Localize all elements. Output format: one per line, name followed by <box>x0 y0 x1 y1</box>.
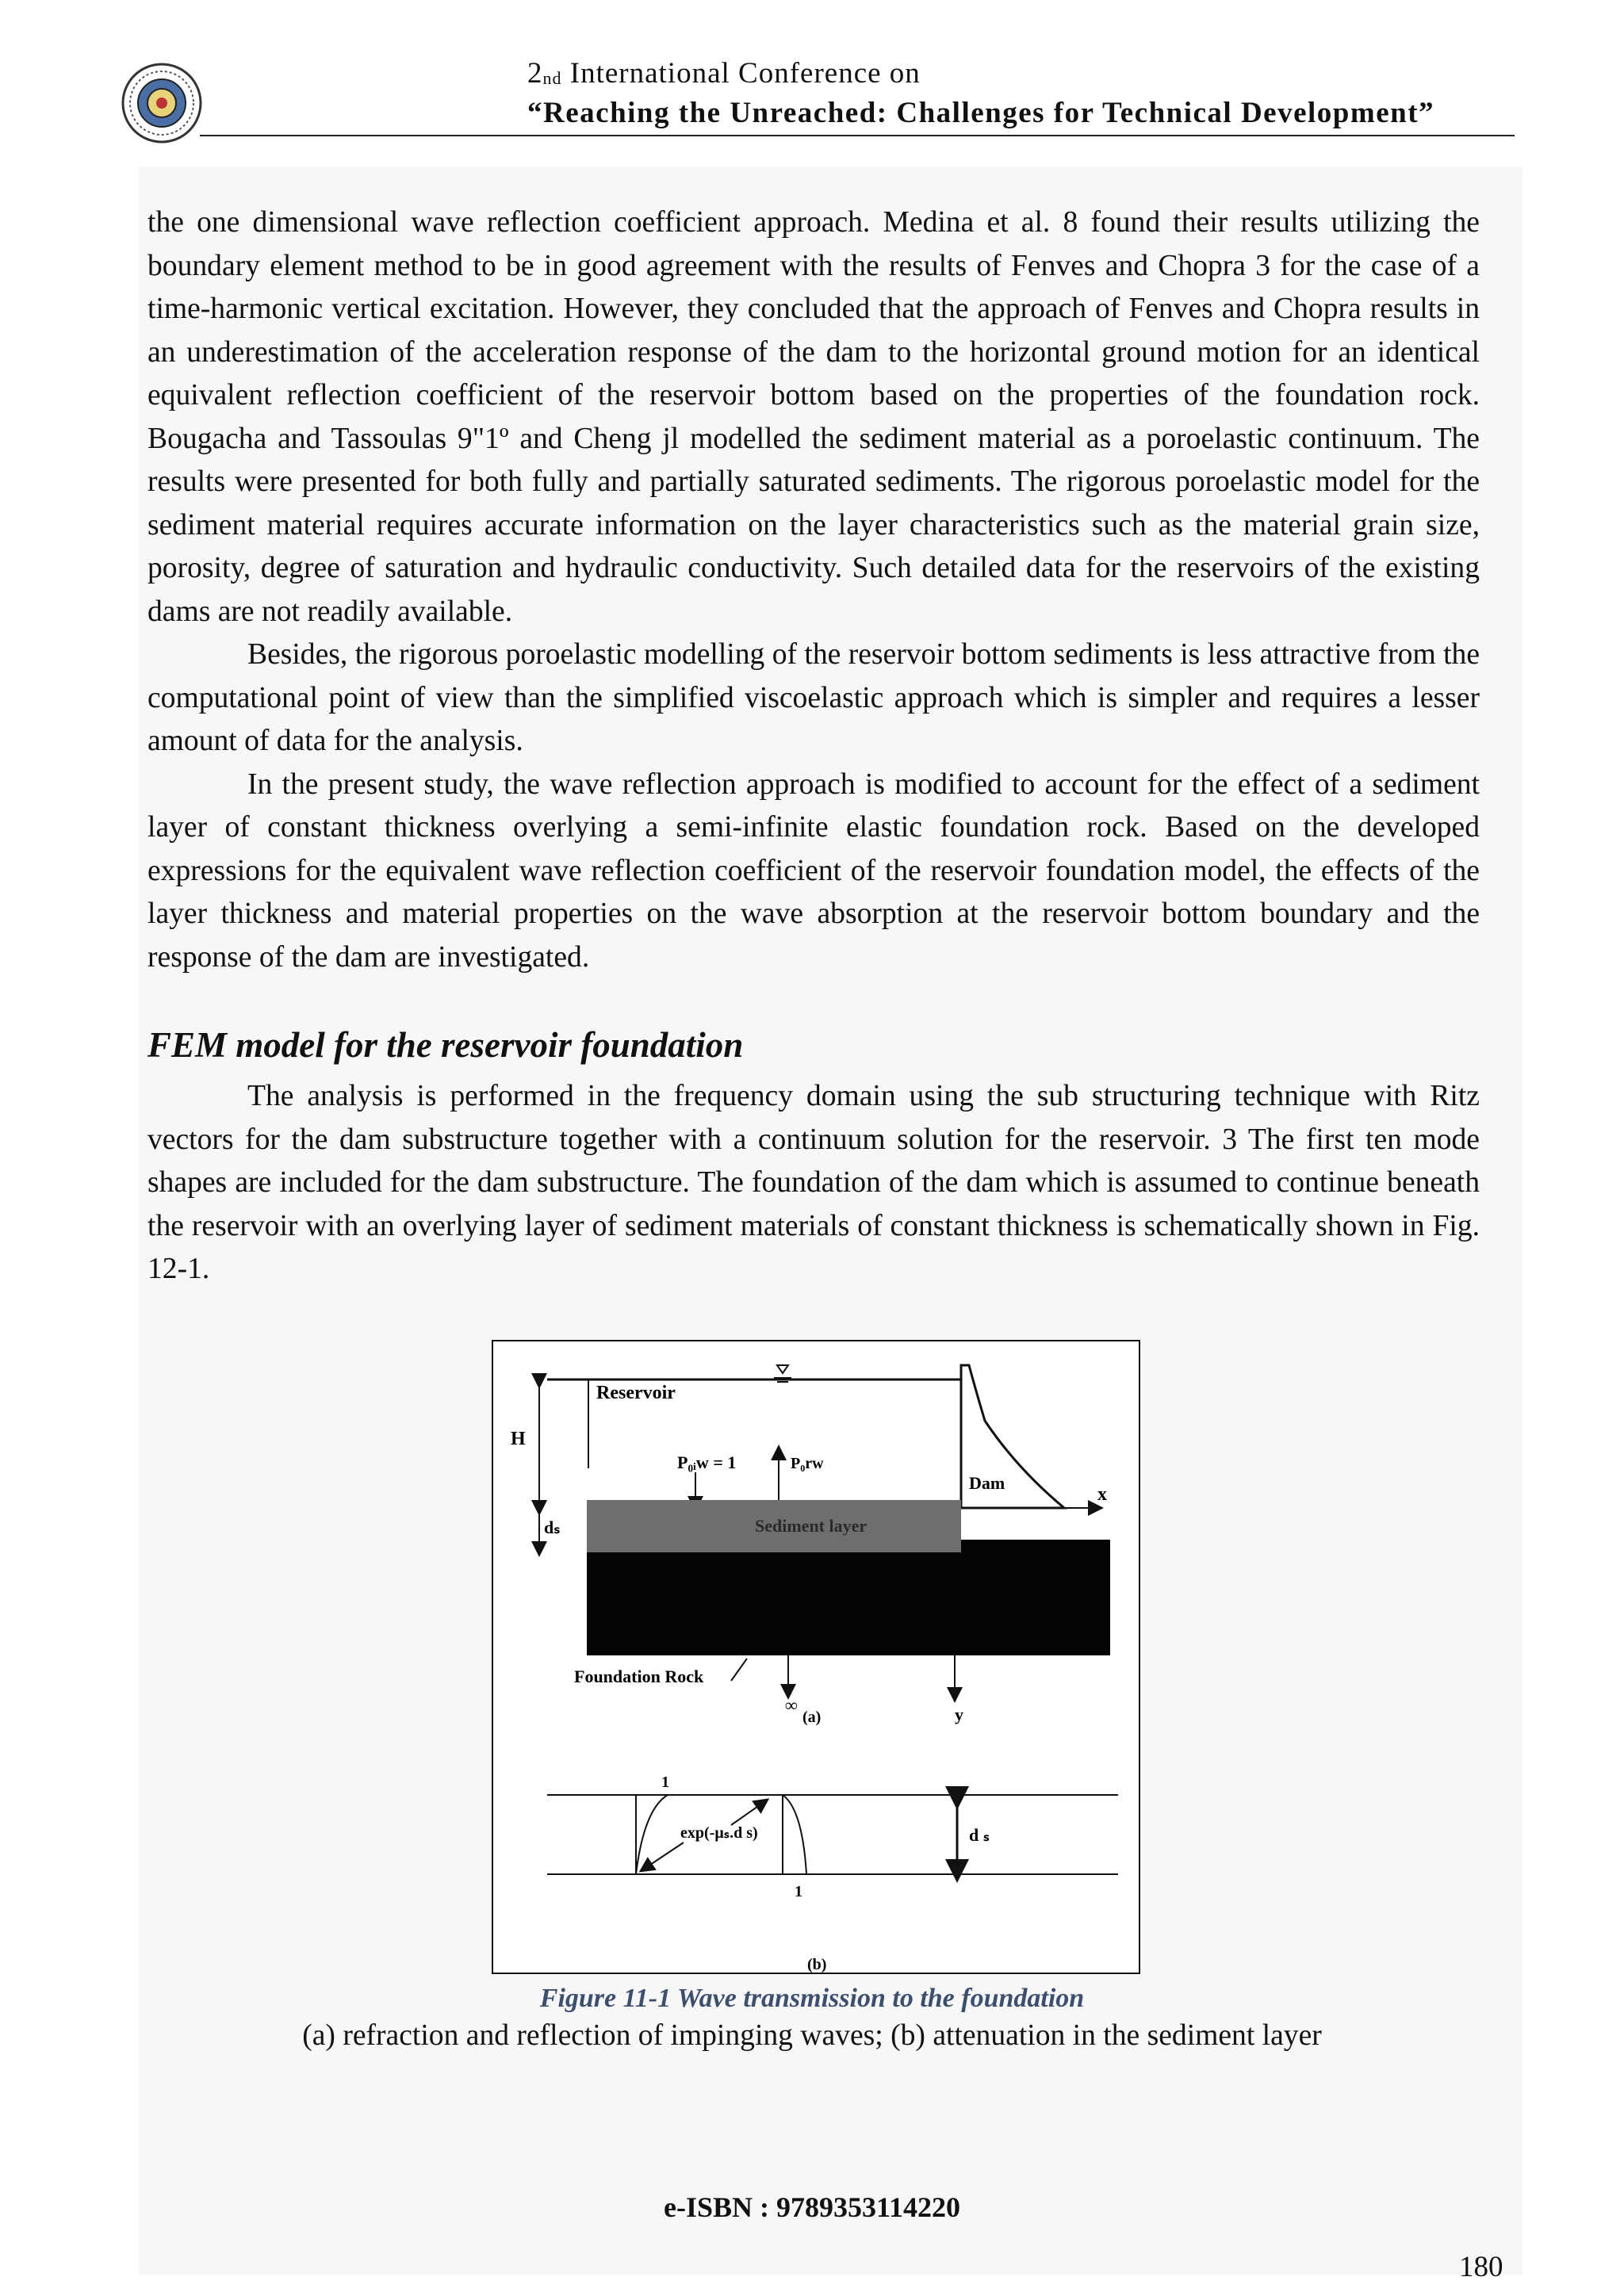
conference-logo-icon <box>121 62 203 144</box>
foundation-rock-label: Foundation Rock <box>574 1667 704 1686</box>
conference-theme: “Reaching the Unreached: Challenges for Technical Development” <box>527 97 1435 129</box>
panel-a-label: (a) <box>802 1709 822 1726</box>
figure-frame <box>492 1340 1140 1974</box>
isbn-footer: e-ISBN : 9789353114220 <box>663 2191 960 2223</box>
running-header <box>527 55 1519 132</box>
h-label: H <box>511 1429 526 1449</box>
x-axis-label: x <box>1097 1484 1107 1505</box>
ds-label-b: d ₛ <box>969 1825 990 1845</box>
figure-caption-subtitle: (a) refraction and reflection of impinging waves; (b) attenuation in the sediment layer <box>302 2019 1322 2052</box>
reflected-pressure-label: P₀rw <box>791 1455 824 1472</box>
figure-diagram <box>493 1341 1142 1976</box>
figure-caption-title: Figure 11-1 Wave transmission to the foundation <box>539 1984 1085 2013</box>
incident-pressure-label: P₀ᵢw = 1 <box>677 1452 737 1472</box>
paragraph: The analysis is performed in the frequency domain using the sub structuring technique with Ritz vectors for the dam substructure together with a continuum solution for the reservoir. 3 The first ten mode shapes are included for the dam substructure. The foundation of the dam which is assumed to continue beneath the reservoir with an overlying layer of sediment materials of constant thickness is schematically shown in Fig. 12-1. <box>147 1080 1480 1285</box>
paragraph: In the present study, the wave reflection approach is modified to account for the effect of a sediment layer of constant thickness overlying a semi-infinite elastic foundation rock. Based on the developed expressions for the equivalent wave reflection coefficient of the reservoir foundation model, the effects of the layer thickness and material properties on the wave absorption at the reservoir bottom boundary and the response of the dam are investigated. <box>147 767 1480 974</box>
water-level-icon <box>777 1365 788 1373</box>
conference-line: $2_{nd}$ International Conference on <box>527 57 921 90</box>
infinity-label: ∞ <box>785 1695 798 1715</box>
ds-label: dₛ <box>544 1517 561 1537</box>
header-divider <box>200 135 1515 136</box>
foundation-rock-block <box>587 1552 1110 1655</box>
unit-label-bottom: 1 <box>795 1883 802 1900</box>
decay-curve-right <box>783 1795 806 1874</box>
paragraph: Besides, the rigorous poroelastic modelling of the reservoir bottom sediments is less attractive from the computational point of view than the simplified viscoelastic approach which is simpler and requires a lesser amount of data for the analysis. <box>147 638 1480 757</box>
section-body-text <box>147 1075 1480 1292</box>
y-axis-label: y <box>955 1705 963 1724</box>
section-heading: FEM model for the reservoir foundation <box>147 1025 744 1065</box>
dam-label: Dam <box>969 1473 1005 1493</box>
exponential-label: exp(-μₛ.d s) <box>680 1824 758 1842</box>
ordinal-suffix: nd <box>542 68 562 88</box>
paragraph: the one dimensional wave reflection coefficient approach. Medina et al. 8 found their results utilizing the boundary element method to be in good agreement with the results of Fenves and Chopra 3 for the case of a time-harmonic vertical excitation. However, they concluded that the approach of Fenves and Chopra results in an underestimation of the acceleration response of the dam to the horizontal ground motion for an identical equivalent reflection coefficient of the reservoir bottom based on the properties of the foundation rock. Bougacha and Tassoulas 9"1º and Cheng jl modelled the sediment material as a poroelastic continuum. The results were presented for both fully and partially saturated sediments. The rigorous poroelastic model for the sediment material requires accurate information on the layer characteristics such as the material grain size, porosity, degree of saturation and hydraulic conductivity. Such detailed data for the reservoirs of the existing dams are not readily available. <box>147 206 1480 628</box>
reservoir-label: Reservoir <box>596 1383 676 1403</box>
unit-label-top: 1 <box>661 1774 669 1791</box>
decay-curve-left <box>636 1795 668 1874</box>
sediment-layer-label: Sediment layer <box>755 1516 868 1536</box>
panel-b-label: (b) <box>807 1956 827 1973</box>
page-number: 180 <box>1459 2251 1503 2283</box>
body-text <box>147 201 1480 979</box>
